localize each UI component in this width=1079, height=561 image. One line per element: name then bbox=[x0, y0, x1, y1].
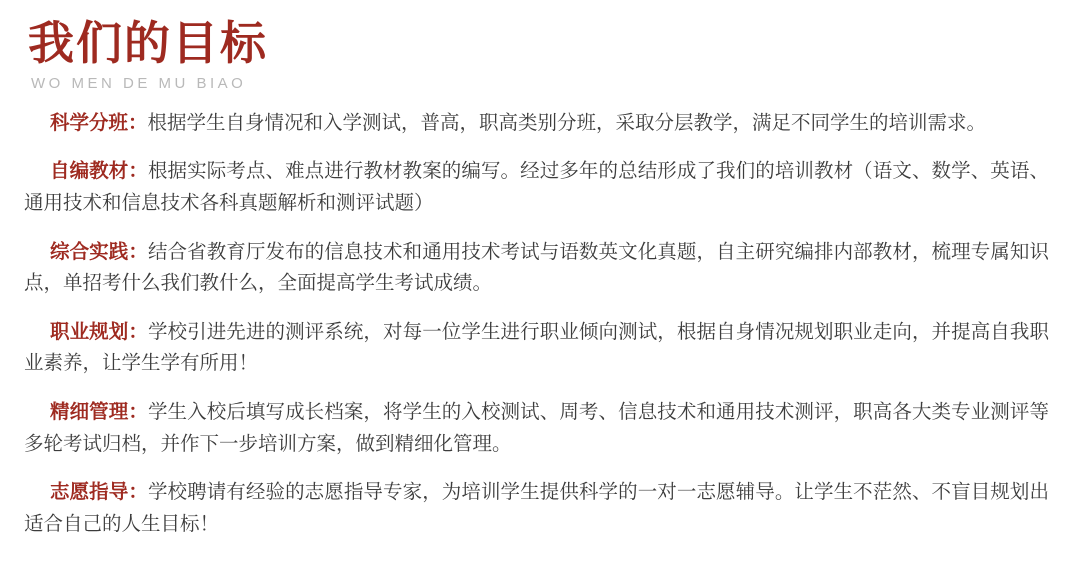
goal-label: 科学分班： bbox=[50, 112, 148, 134]
goal-label: 职业规划： bbox=[50, 321, 148, 343]
page-title: 我们的目标 bbox=[28, 18, 268, 69]
goal-text: 根据学生自身情况和入学测试，普高，职高类别分班，采取分层教学，满足不同学生的培训需求。 bbox=[147, 112, 987, 134]
page-title-pinyin: WO MEN DE MU BIAO bbox=[31, 74, 247, 92]
list-item bbox=[24, 477, 1049, 540]
goal-text: 学校聘请有经验的志愿指导专家，为培训学生提供科学的一对一志愿辅导。让学生不茫然、不盲目规划出适合自己的人生目标！ bbox=[24, 482, 1049, 535]
list-item bbox=[24, 317, 1049, 380]
list-item bbox=[24, 237, 1049, 300]
goal-list bbox=[0, 108, 1079, 540]
goal-text: 结合省教育厅发布的信息技术和通用技术考试与语数英文化真题，自主研究编排内部教材，梳理专属知识点，单招考什么我们教什么，全面提高学生考试成绩。 bbox=[24, 241, 1049, 295]
goal-label: 自编教材： bbox=[50, 161, 148, 183]
goal-text: 学生入校后填写成长档案，将学生的入校测试、周考、信息技术和通用技术测评，职高各大类专业测评等多轮考试归档，并作下一步培训方案，做到精细化管理。 bbox=[24, 401, 1049, 455]
list-item bbox=[24, 397, 1049, 460]
list-item bbox=[24, 156, 1049, 219]
goal-label: 精细管理： bbox=[50, 401, 148, 423]
page-header bbox=[0, 0, 1079, 92]
goal-label: 综合实践： bbox=[50, 241, 148, 263]
goal-text: 学校引进先进的测评系统，对每一位学生进行职业倾向测试，根据自身情况规划职业走向，并提高自我职业素养，让学生学有所用！ bbox=[24, 321, 1049, 375]
goal-text: 根据实际考点、难点进行教材教案的编写。经过多年的总结形成了我们的培训教材（语文、数学、英语、通用技术和信息技术各科真题解析和测评试题） bbox=[24, 161, 1049, 215]
goal-label: 志愿指导： bbox=[50, 482, 148, 504]
list-item bbox=[24, 108, 1049, 140]
